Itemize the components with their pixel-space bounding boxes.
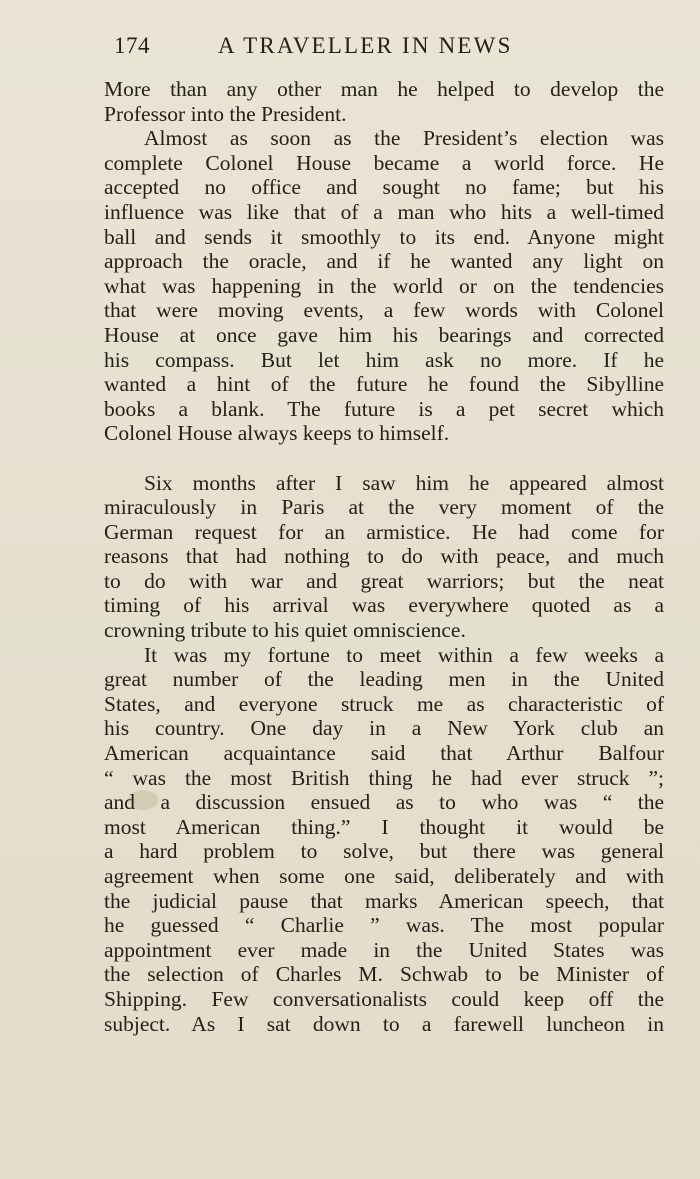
text-line: books a blank. The future is a pet secret which bbox=[104, 396, 664, 421]
text-line: Shipping. Few conversationalists could keep off the bbox=[104, 986, 664, 1011]
page-number: 174 bbox=[114, 33, 150, 58]
text-line: “ was the most British thing he had ever struck ”; bbox=[104, 765, 664, 790]
text-line: Professor into the President. bbox=[104, 101, 347, 126]
text-line: he guessed “ Charlie ” was. The most popular bbox=[104, 913, 664, 938]
text-line: States, and everyone struck me as characteristic of bbox=[104, 691, 664, 716]
text-line: ball and sends it smoothly to its end. Anyone might bbox=[104, 224, 664, 249]
text-line: timing of his arrival was everywhere quoted as a bbox=[104, 593, 664, 618]
text-line: crowning tribute to his quiet omniscience. bbox=[104, 618, 466, 643]
text-line: great number of the leading men in the United bbox=[104, 667, 664, 692]
text-line: Almost as soon as the President’s election was bbox=[144, 126, 664, 151]
text-line: Six months after I saw him he appeared almost bbox=[144, 470, 664, 495]
paragraph-gap bbox=[104, 446, 664, 471]
text-line: miraculously in Paris at the very moment of the bbox=[104, 495, 664, 520]
text-line: German request for an armistice. He had come for bbox=[104, 519, 664, 544]
text-line: agreement when some one said, deliberately and with bbox=[104, 864, 664, 888]
text-line: More than any other man he helped to develop the bbox=[104, 77, 664, 101]
text-line: influence was like that of a man who hits a well-timed bbox=[104, 199, 664, 224]
text-line: subject. As I sat down to a farewell luncheon in bbox=[104, 1011, 664, 1036]
text-line: American acquaintance said that Arthur Balfour bbox=[104, 741, 664, 766]
text-line: the selection of Charles M. Schwab to be Minister of bbox=[104, 962, 664, 987]
text-line: reasons that had nothing to do with peace, and much bbox=[104, 544, 664, 569]
text-line: It was my fortune to meet within a few weeks a bbox=[144, 642, 664, 667]
text-line: his compass. But let him ask no more. If he bbox=[104, 347, 664, 372]
text-line: approach the oracle, and if he wanted any light on bbox=[104, 249, 664, 274]
text-line: a hard problem to solve, but there was general bbox=[104, 839, 664, 864]
text-line: to do with war and great warriors; but the neat bbox=[104, 568, 664, 593]
text-line: most American thing.” I thought it would be bbox=[104, 814, 664, 839]
text-line: complete Colonel House became a world force. He bbox=[104, 150, 664, 175]
running-title: A TRAVELLER IN NEWS bbox=[218, 33, 513, 58]
text-line: and a discussion ensued as to who was “ the bbox=[104, 790, 664, 815]
text-line: appointment ever made in the United States was bbox=[104, 937, 664, 962]
text-line: Colonel House always keeps to himself. bbox=[104, 421, 450, 446]
text-line: that were moving events, a few words with Colonel bbox=[104, 298, 664, 323]
text-line: House at once gave him his bearings and corrected bbox=[104, 322, 664, 347]
body-text bbox=[104, 77, 664, 1036]
text-line: accepted no office and sought no fame; but his bbox=[104, 175, 664, 200]
text-line: his country. One day in a New York club an bbox=[104, 716, 664, 741]
text-line: what was happening in the world or on the tendencies bbox=[104, 273, 664, 298]
text-line: the judicial pause that marks American speech, that bbox=[104, 888, 664, 913]
page-header bbox=[114, 33, 584, 67]
text-line: wanted a hint of the future he found the Sibylline bbox=[104, 372, 664, 397]
